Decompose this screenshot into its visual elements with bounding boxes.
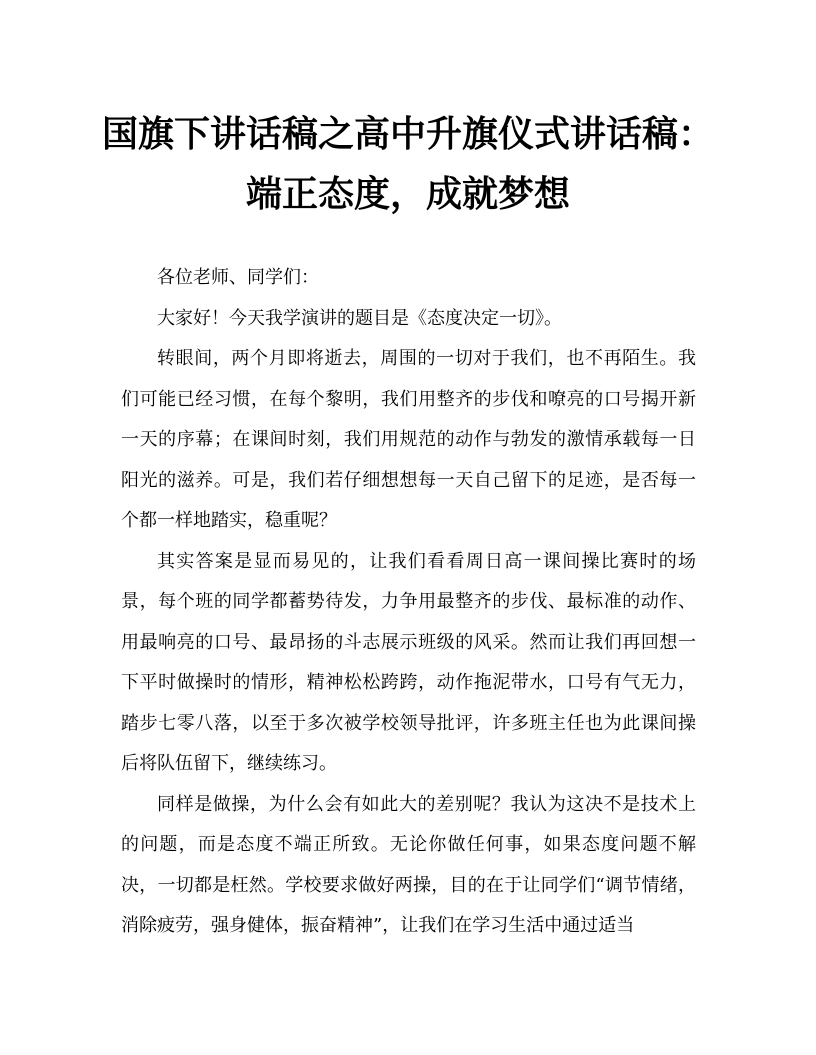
paragraph-body: 转眼间，两个月即将逝去，周围的一切对于我们，也不再陌生。我们可能已经习惯，在每个黎明，我们用整齐的步伐和嘹亮的口号揭开新一天的序幕；在课间时刻，我们用规范的动作与勃发的激情承载每一日阳光的滋养。可是，我们若仔细想想每一天自己留下的足迹，是否每一个都一样地踏实，稳重呢？ — [121, 348, 696, 531]
paragraph-salutation: 各位老师、同学们： — [157, 267, 319, 288]
document-title-line-2: 端正态度，成就梦想 — [245, 173, 570, 215]
document-title-line-1: 国旗下讲话稿之高中升旗仪式讲话稿： — [101, 113, 714, 155]
document-body — [121, 258, 696, 947]
paragraph-greeting: 大家好！今天我学演讲的题目是《态度决定一切》。 — [157, 307, 562, 329]
paragraph-body: 其实答案是显而易见的，让我们看看周日高一课间操比赛时的场景，每个班的同学都蓄势待发，力争用最整齐的步伐、最标准的动作、用最响亮的口号、最昂扬的斗志展示班级的风采。然而让我们再回想一下平时做操时的情形，精神松松跨跨，动作拖泥带水，口号有气无力，踏步七零八落，以至于多次被学校领导批评，许多班主任也为此课间操后将队伍留下，继续练习。 — [121, 550, 696, 774]
paragraph-body: 同样是做操，为什么会有如此大的差别呢？我认为这决不是技术上的问题，而是态度不端正所致。无论你做任何事，如果态度问题不解决，一切都是枉然。学校要求做好两操，目的在于让同学们“调节情绪，消除疲劳，强身健体，振奋精神”，让我们在学习生活中通过适当 — [121, 793, 696, 936]
